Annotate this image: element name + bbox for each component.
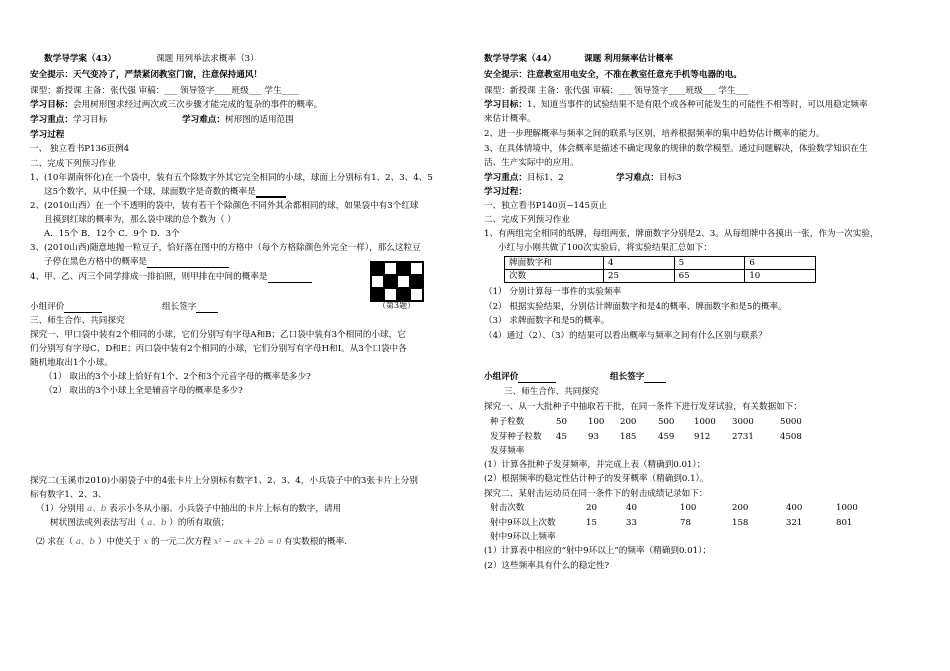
table-cell: 185	[620, 432, 637, 442]
section-2: 二、完成下列预习作业	[484, 215, 570, 225]
table-cell: 发芽种子粒数	[490, 432, 542, 442]
task-4: （4）通过（2）、（3）的结果可以看出概率与频率之间有什么区别与联系？	[484, 331, 767, 341]
process-heading: 学习过程	[30, 130, 65, 140]
explore1-q2: (2）根据频率的稳定性估计种子的发芽概率（精确到0.1）。	[484, 474, 709, 484]
table-row: 牌面数字和 4 5 6	[505, 257, 816, 270]
table-cell: 158	[732, 518, 749, 528]
explore1-q1: (1）计算各批种子发芽频率，并完成上表（精确到0.01）；	[484, 460, 706, 470]
explore2-line1: 探究二(玉溪市2010)小丽袋子中的4张卡片上分别标有数字1、2、3、4，小兵袋子中的3张卡片上分别	[30, 476, 418, 486]
goal-1: 学习目标：1、知道当事件的试验结果不是有限个或各种可能发生的可能性不相等时，可以用稳定频率	[484, 100, 868, 110]
p1-line2: 小红与小刚共做了100次实验后，将实验结果汇总如下：	[498, 243, 713, 253]
section-3: 三、师生合作、共同探究	[30, 316, 125, 326]
table-cell: 459	[658, 432, 675, 442]
q1-line1: 1、(10年湖南怀化)在一个袋中，装有五个除数字外其它完全相同的小球，球面上分别标有1、2、3、4、5	[30, 173, 433, 183]
shoot-row-3: 射中9环以上频率	[490, 532, 556, 542]
group-eval: 小组评价	[484, 372, 556, 383]
table-cell: 射击次数	[490, 503, 525, 513]
table-cell: 40	[626, 503, 637, 513]
table-cell: 种子粒数	[490, 417, 525, 427]
group-eval: 小组评价	[30, 302, 102, 313]
key-point: 学习重点：目标1、2	[484, 173, 564, 183]
goal-3: 3、在具体情境中，体会概率是描述不确定现象的规律的数学模型。通过问题解决，体验数学知识在生	[484, 144, 868, 154]
goal-3b: 活、生产实际中的应用。	[484, 158, 579, 168]
process-heading: 学习过程：	[484, 187, 527, 197]
table-cell: 3000	[732, 417, 754, 427]
section-3: 三、师生合作、共同探究	[504, 387, 599, 397]
q1-line2: 这5个数字，从中任摸一个球，球面数字是奇数的概率是	[44, 187, 286, 198]
table-cell: 1000	[694, 417, 716, 427]
table-cell: 321	[786, 518, 803, 528]
q2-line2: 且摸到红球的概率为，那么袋中球的总个数为（ ）	[44, 215, 236, 225]
header-title: 课题 利用频率估计概率	[584, 54, 673, 64]
explore2-q1-line1: （1）分别用 a、b 表示小冬从小丽、小兵袋子中抽出的卡片上标有的数字，请用	[36, 504, 342, 514]
goal-1b: 来估计概率。	[484, 114, 536, 124]
table-cell: 4508	[780, 432, 802, 442]
table-cell: 1000	[836, 503, 858, 513]
task-2: （2） 根据实验结果，分别估计牌面数字和是4的概率、牌面数字和是5的概率。	[484, 302, 787, 312]
explore2-q2: (2）这些频率具有什么的稳定性?	[484, 561, 610, 571]
table-cell: 93	[588, 432, 599, 442]
section-2: 二、完成下列预习作业	[30, 159, 116, 169]
header-code: 数学导学案（44）	[484, 54, 557, 64]
card-sum-table	[504, 256, 816, 283]
table-cell: 20	[586, 503, 597, 513]
explore1-line2: 们分别写有字母C、D和E；丙口袋中装有2个相同的小球，它们分别写有字母H和I。从3个口袋中各	[30, 344, 407, 354]
table-cell: 200	[732, 503, 749, 513]
meta-line: 课型：新授课 主备：张代强 审稿：___ 领导签字____班级___ 学生____	[30, 86, 299, 96]
safety-tip: 安全提示：注意教室用电安全，不准在教室任意充手机等电器的电。	[484, 70, 742, 80]
table-cell: 912	[694, 432, 711, 442]
leader-sign: 组长签字	[610, 372, 666, 383]
explore1: 探究一、从一大批种子中抽取若干批，在同一条件下进行发芽试验，有关数据如下：	[484, 402, 802, 412]
learning-goal: 学习目标：会用树形图求经过两次或三次步骤才能完成的复杂的事件的概率。	[30, 100, 323, 110]
table-cell: 2731	[732, 432, 754, 442]
goal-2: 2、进一步理解概率与频率之间的联系与区别，培养根据频率的集中趋势估计概率的能力。	[484, 129, 825, 139]
explore2-line2: 标有数字1、2、3、	[30, 490, 107, 500]
leader-sign: 组长签字	[162, 302, 218, 313]
table-cell: 400	[786, 503, 803, 513]
seeds-row-3: 发芽频率	[490, 446, 525, 456]
table-cell: 5000	[780, 417, 802, 427]
header-code: 数学导学案（43）	[44, 54, 117, 64]
q4-line: 4、甲、乙、丙三个同学排成一排拍照，则甲排在中间的概率是	[30, 272, 312, 283]
section-1: 一、 独立看书P136页例4	[30, 144, 130, 154]
table-cell: 100	[680, 503, 697, 513]
header-title: 课题 用列举法求概率（3）	[156, 54, 259, 64]
explore2-q1: (1）计算表中相应的“射中9环以上”的频率（精确到0.01）；	[484, 546, 711, 556]
q3-line1: 3、(2010山西)随意地抛一粒豆子，恰好落在图中的方格中（每个方格除颜色外完全一样），那么这粒豆	[30, 243, 421, 253]
explore2-q1-line2: 树状图法或列表法写出（ a、b ）的所有取值；	[50, 518, 230, 528]
explore1-q1: （1） 取出的3个小球上恰好有1个、2个和3个元音字母的概率是多少?	[44, 372, 311, 382]
meta-line: 课型：新授课 主备：张代强 审稿：___ 领导签字____班级___ 学生___	[484, 86, 749, 96]
explore1-line3: 随机地取出1个小球。	[30, 358, 113, 368]
table-cell: 50	[556, 417, 567, 427]
table-cell: 射中9环以上次数	[490, 518, 556, 528]
explore2-q2: ⑵ 求在（ a、b ）中使关于 x 的一元二次方程 x² − ax + 2b = 0 有实数根的概率.	[36, 537, 347, 547]
q2-options: A．15个 B．12个 C．9个 D．3个	[44, 229, 180, 239]
table-cell: 801	[836, 518, 853, 528]
task-1: （1） 分别计算每一事件的实验频率	[484, 287, 622, 297]
table-cell: 200	[620, 417, 637, 427]
table-cell: 33	[626, 518, 637, 528]
table-cell: 45	[556, 432, 567, 442]
q3-grid-figure	[370, 261, 424, 302]
explore1-line1: 探究一、甲口袋中装有2个相同的小球，它们分别写有字母A和B；乙口袋中装有3个相同的小球，它	[30, 330, 406, 340]
q2-line1: 2、(2010山西）在一个不透明的袋中，装有若干个除颜色不同外其余都相同的球，如果袋中有3个红球	[30, 201, 419, 211]
explore2: 探究二、某射击运动员在同一条件下的射击成绩记录如下：	[484, 489, 708, 499]
key-point: 学习重点：学习目标	[30, 115, 108, 125]
table-cell: 500	[658, 417, 675, 427]
explore1-q2: （2） 取出的3个小球上全是辅音字母的概率是多少?	[44, 386, 243, 396]
section-1: 一、独立看书P140页~145页止	[484, 201, 608, 211]
figure-caption: （第3题）	[378, 301, 416, 310]
q3-line2: 子停在黑色方格中的概率是	[44, 257, 229, 268]
table-cell: 100	[588, 417, 605, 427]
table-row: 次数 25 65 10	[505, 270, 816, 283]
table-cell: 15	[586, 518, 597, 528]
difficulty: 学习难点：目标3	[616, 173, 682, 183]
table-cell: 78	[680, 518, 691, 528]
p1-line1: 1、有两组完全相同的纸牌，每组两张，牌面数字分别是2、3。从每组牌中各摸出一张，作为一次实验，	[484, 229, 879, 239]
task-3: （3） 求牌面数字和是5的概率。	[484, 316, 610, 326]
safety-tip: 安全提示：天气变冷了，严禁紧闭教室门窗，注意保持通风！	[30, 70, 263, 80]
difficulty: 学习难点：树形图的适用范围	[182, 115, 294, 125]
